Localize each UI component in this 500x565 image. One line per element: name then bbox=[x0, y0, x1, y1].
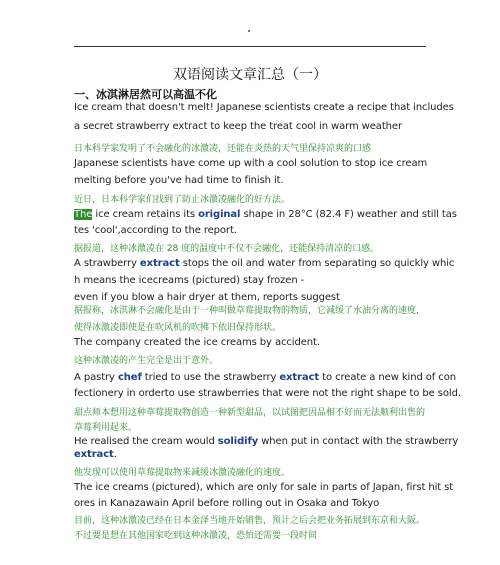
section-heading: 一、冰淇淋居然可以高温不化 bbox=[74, 88, 217, 101]
text-segment: tes 'cool',according to the report. bbox=[74, 225, 237, 236]
text-segment: 目前，这种冰激凌已经在日本金泽当地开始销售，预计之后会把业务拓展到东京和大阪。 bbox=[74, 516, 426, 526]
text-segment: Japanese scientists have come up with a cool solution to stop ice cream bbox=[74, 158, 428, 169]
english-text-line bbox=[74, 436, 459, 447]
english-text-line bbox=[74, 498, 434, 509]
vocabulary-keyword: extract bbox=[139, 258, 180, 269]
chinese-translation-line bbox=[74, 192, 434, 205]
english-text-line bbox=[74, 388, 461, 399]
text-segment: He realised the cream would bbox=[74, 436, 218, 447]
english-text-line bbox=[74, 175, 434, 186]
text-segment: ores in Kanazawain April before rolling out in Osaka and Tokyo bbox=[74, 498, 380, 509]
text-segment: 据报道，这种冰激凌在 28 度的温度中不仅不会融化，还能保持清凉的口感。 bbox=[74, 244, 380, 254]
english-text-line bbox=[74, 449, 434, 460]
chinese-translation-line bbox=[74, 513, 434, 526]
text-segment: 日本科学家发明了不会融化的冰激凌，还能在炎热的天气里保持凉爽的口感 bbox=[74, 144, 372, 154]
chinese-translation-line bbox=[74, 320, 434, 333]
english-text-line bbox=[74, 337, 434, 348]
chinese-translation-line bbox=[74, 141, 434, 154]
text-segment: 这种冰激凌的产生完全是出于意外。 bbox=[74, 356, 219, 366]
text-segment: ice cream retains its bbox=[92, 209, 199, 220]
english-text-line bbox=[74, 158, 434, 169]
text-segment: The ice creams (pictured), which are only for sale in parts of Japan, first hit st bbox=[74, 482, 454, 493]
vocabulary-keyword: original bbox=[198, 209, 241, 220]
english-text-line bbox=[74, 225, 434, 236]
text-segment: A pastry bbox=[74, 372, 118, 383]
vocabulary-keyword: extract bbox=[74, 449, 114, 460]
document-title: 双语阅读文章汇总（一） bbox=[173, 67, 327, 83]
chinese-translation-line bbox=[74, 465, 434, 478]
vocabulary-keyword: solidify bbox=[217, 436, 259, 447]
text-segment: 他发现可以使用草莓提取物来减缓冰激凌融化的速度。 bbox=[74, 468, 291, 478]
vocabulary-keyword: extract bbox=[279, 372, 320, 383]
english-text-line bbox=[74, 275, 434, 286]
english-text-line bbox=[74, 482, 454, 493]
text-segment: when put in contact with the strawberry bbox=[258, 436, 459, 447]
english-text-line bbox=[74, 258, 455, 269]
chinese-translation-line bbox=[74, 528, 434, 541]
text-segment: 甜点师本想用这种草莓提取物创造一种新型甜品，以试图把因品相不好而无法顺利出售的 bbox=[74, 408, 426, 418]
text-segment: tried to use the strawberry bbox=[141, 372, 280, 383]
chinese-translation-line bbox=[74, 303, 434, 316]
text-segment: 近日，日本科学家们找到了防止冰激凌融化的好方法。 bbox=[74, 195, 291, 205]
english-text-line bbox=[74, 209, 457, 220]
text-segment: A strawberry bbox=[74, 258, 140, 269]
text-segment: 据报称，冰淇淋不会融化是由于一种叫做草莓提取物的物质，它减缓了水油分离的速度， bbox=[74, 306, 426, 316]
text-segment: to create a new kind of con bbox=[319, 372, 456, 383]
chinese-translation-line bbox=[74, 353, 434, 366]
chinese-translation-line bbox=[74, 241, 434, 254]
english-text-line bbox=[74, 102, 454, 113]
highlighted-word: The bbox=[74, 209, 93, 220]
text-segment: 草莓利用起来。 bbox=[74, 423, 138, 433]
text-segment: shape in 28°C (82.4 F) weather and still tas bbox=[240, 209, 457, 220]
text-segment: 不过要是想在其他国家吃到这种冰激凌，恐怕还需要一段时间 bbox=[74, 531, 318, 541]
text-segment: fectionery in orderto use strawberries that were not the right shape to be sold. bbox=[74, 388, 461, 399]
vocabulary-keyword: chef bbox=[117, 372, 142, 383]
text-segment: Ice cream that doesn't melt! Japanese scientists create a recipe that includes bbox=[74, 102, 454, 113]
header-rule bbox=[74, 46, 426, 47]
text-segment: The company created the ice creams by accident. bbox=[74, 337, 320, 348]
text-segment: 使得冰激凌即使是在吹风机的吹拂下依旧保持形状。 bbox=[74, 323, 282, 333]
text-segment: a secret strawberry extract to keep the treat cool in warm weather bbox=[74, 121, 402, 132]
header-dot bbox=[248, 30, 250, 32]
text-segment: . bbox=[113, 449, 117, 460]
text-segment: melting before you've had time to finish it. bbox=[74, 175, 284, 186]
english-text-line bbox=[74, 292, 434, 303]
chinese-translation-line bbox=[74, 405, 434, 418]
chinese-translation-line bbox=[74, 420, 434, 433]
english-text-line bbox=[74, 372, 456, 383]
text-segment: h means the icecreams (pictured) stay frozen - bbox=[74, 275, 305, 286]
text-segment: even if you blow a hair dryer at them, reports suggest bbox=[74, 292, 340, 303]
text-segment: stops the oil and water from separating so quickly whic bbox=[179, 258, 455, 269]
english-text-line bbox=[74, 121, 434, 132]
